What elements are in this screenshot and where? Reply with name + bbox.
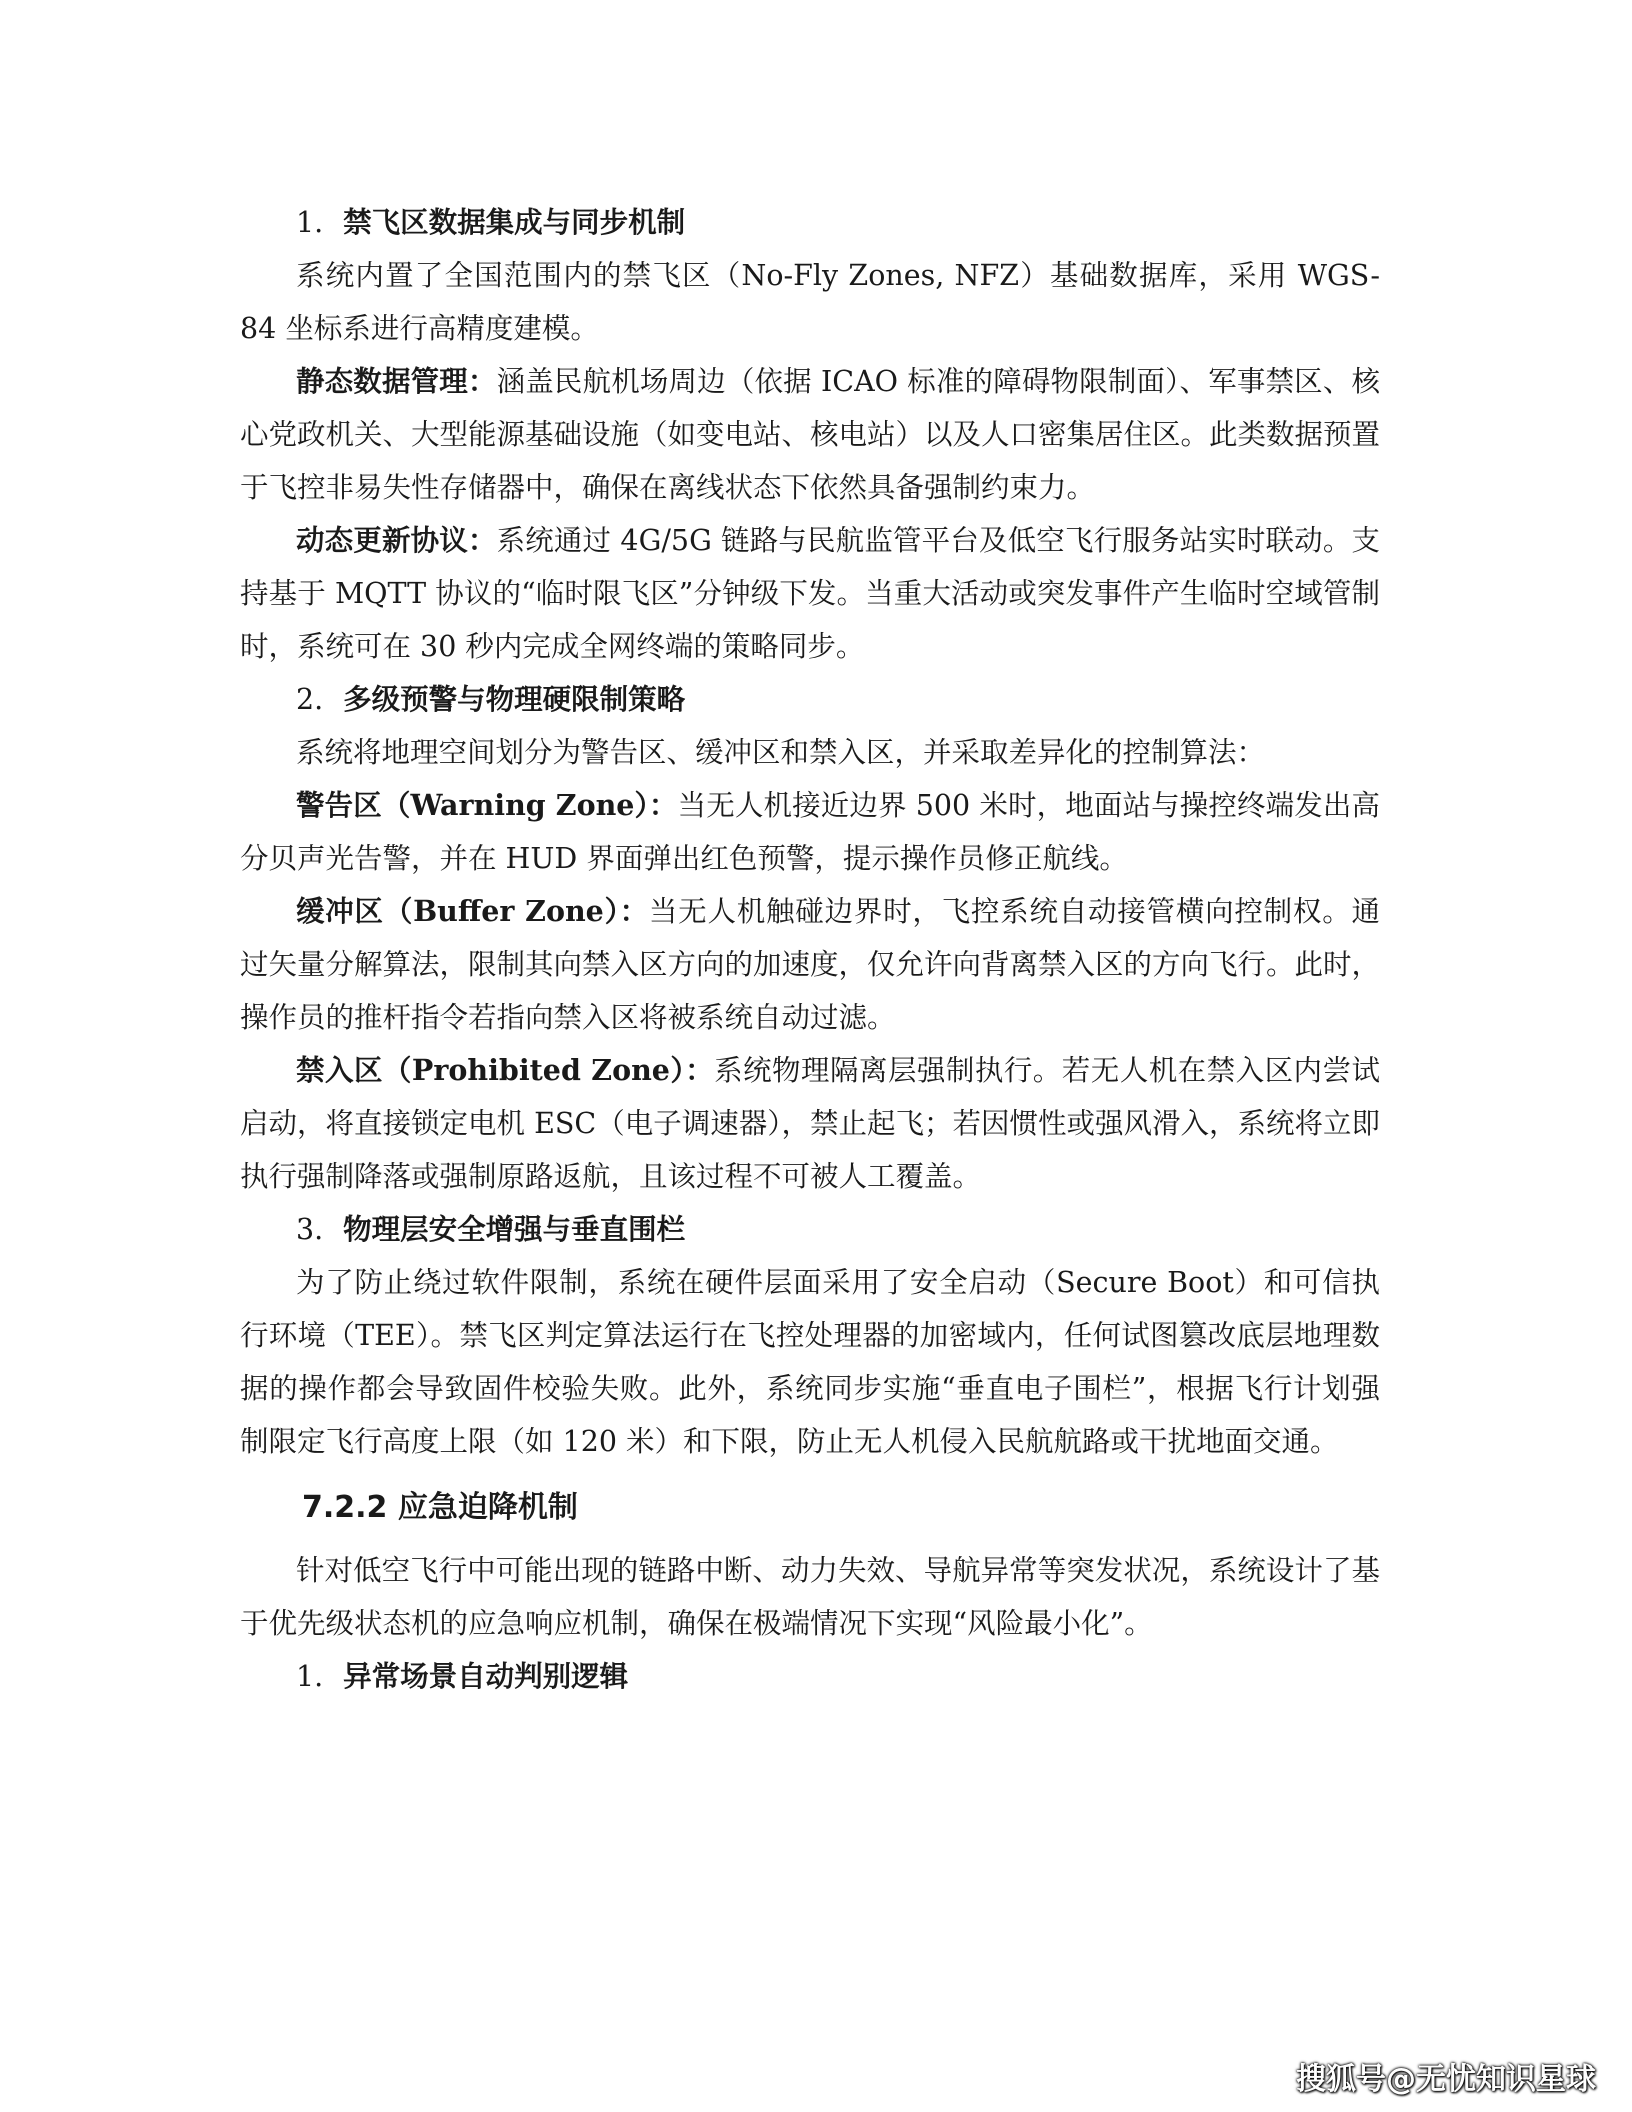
document-body <box>240 196 1380 1703</box>
paragraph: 禁入区（Prohibited Zone）：系统物理隔离层强制执行。若无人机在禁入区内尝试启动，将直接锁定电机 ESC（电子调速器），禁止起飞；若因惯性或强风滑入，系统将立即执行强制降落或强制原路返航，且该过程不可被人工覆盖。 <box>240 1053 1380 1193</box>
section-heading: 2. 多级预警与物理硬限制策略 <box>296 682 686 716</box>
paragraph: 静态数据管理：涵盖民航机场周边（依据 ICAO 标准的障碍物限制面）、军事禁区、核心党政机关、大型能源基础设施（如变电站、核电站）以及人口密集居住区。此类数据预置于飞控非易失性存储器中，确保在离线状态下依然具备强制约束力。 <box>240 364 1381 504</box>
paragraph-lead: 禁入区（Prohibited Zone）： <box>296 1053 715 1087</box>
paragraph-lead: 静态数据管理： <box>296 364 497 398</box>
paragraph: 缓冲区（Buffer Zone）：当无人机触碰边界时，飞控系统自动接管横向控制权。通过矢量分解算法，限制其向禁入区方向的加速度，仅允许向背离禁入区的方向飞行。此时，操作员的推杆指令若指向禁入区将被系统自动过滤。 <box>240 894 1381 1034</box>
subsection-heading: 7.2.2 应急迫降机制 <box>302 1490 578 1525</box>
paragraph: 系统将地理空间划分为警告区、缓冲区和禁入区，并采取差异化的控制算法： <box>296 736 1266 769</box>
watermark: 搜狐号@无忧知识星球 <box>1296 2062 1596 2097</box>
paragraph: 为了防止绕过软件限制，系统在硬件层面采用了安全启动（Secure Boot）和可信执行环境（TEE）。禁飞区判定算法运行在飞控处理器的加密域内，任何试图篡改底层地理数据的操作都会导致固件校验失败。此外，系统同步实施“垂直电子围栏”，根据飞行计划强制限定飞行高度上限（如 120 米）和下限，防止无人机侵入民航航路或干扰地面交通。 <box>240 1266 1380 1458</box>
paragraph: 针对低空飞行中可能出现的链路中断、动力失效、导航异常等突发状况，系统设计了基于优先级状态机的应急响应机制，确保在极端情况下实现“风险最小化”。 <box>240 1554 1380 1640</box>
section-heading: 1. 异常场景自动判别逻辑 <box>296 1659 629 1693</box>
paragraph: 系统内置了全国范围内的禁飞区（No-Fly Zones, NFZ）基础数据库，采用 WGS-84 坐标系进行高精度建模。 <box>240 259 1380 345</box>
paragraph: 警告区（Warning Zone）：当无人机接近边界 500 米时，地面站与操控终端发出高分贝声光告警，并在 HUD 界面弹出红色预警，提示操作员修正航线。 <box>240 788 1380 875</box>
paragraph: 动态更新协议：系统通过 4G/5G 链路与民航监管平台及低空飞行服务站实时联动。支持基于 MQTT 协议的“临时限飞区”分钟级下发。当重大活动或突发事件产生临时空域管制时，系统可在 30 秒内完成全网终端的策略同步。 <box>240 523 1380 663</box>
paragraph-lead: 警告区（Warning Zone）： <box>296 788 678 822</box>
paragraph-lead: 动态更新协议： <box>296 523 497 557</box>
section-heading: 3. 物理层安全增强与垂直围栏 <box>296 1212 686 1246</box>
section-heading: 1. 禁飞区数据集成与同步机制 <box>296 205 686 239</box>
paragraph-lead: 缓冲区（Buffer Zone）： <box>296 894 649 928</box>
